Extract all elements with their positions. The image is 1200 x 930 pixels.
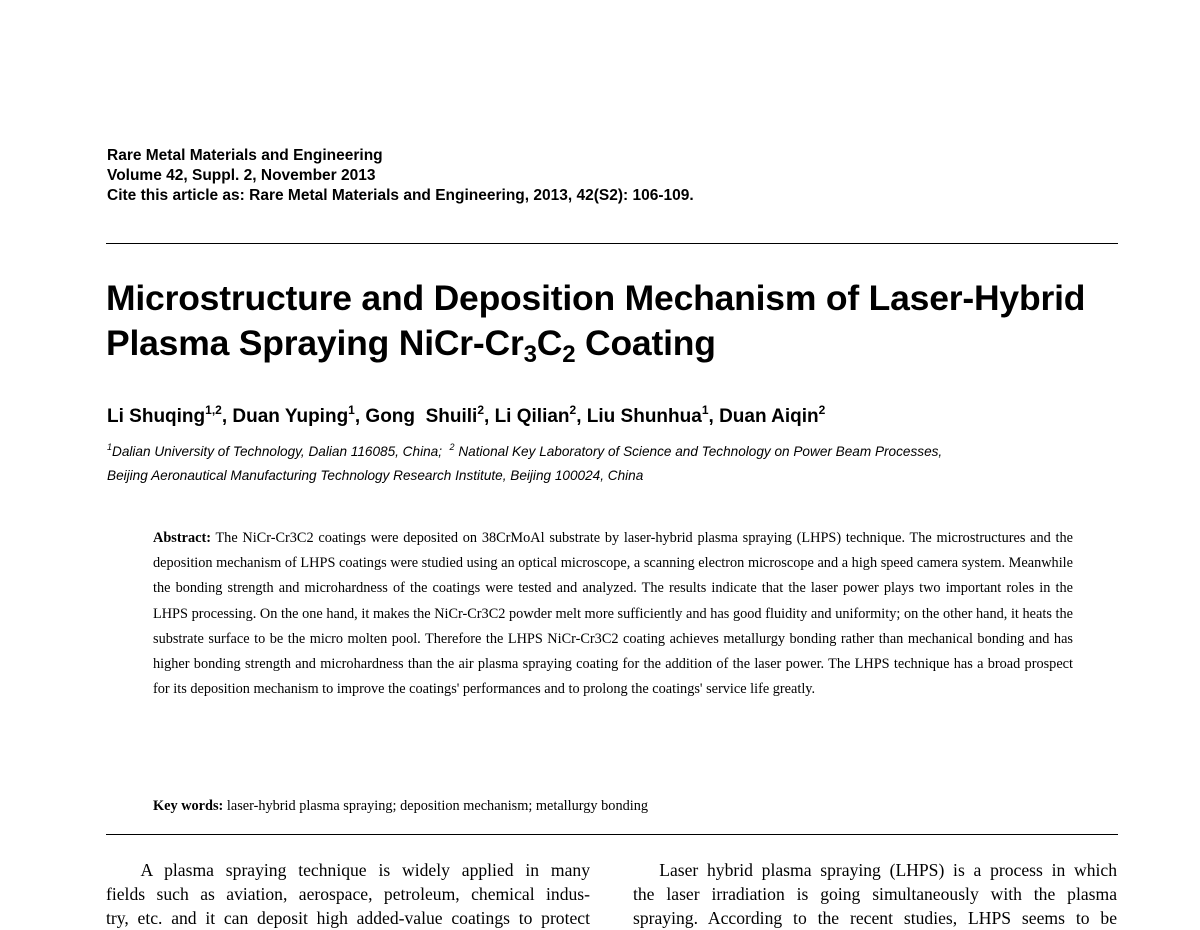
journal-citation: Cite this article as: Rare Metal Materials and Engineering, 2013, 42(S2): 106-109. — [107, 187, 694, 204]
keywords — [153, 795, 1073, 817]
affiliation-mark: 1 — [107, 442, 113, 452]
author-name: Liu Shunhua — [586, 406, 702, 427]
body-line: fields such as aviation, aerospace, petroleum, chemical indus- — [106, 884, 590, 904]
author-name: Duan Yuping — [232, 406, 349, 427]
body-column-left — [106, 858, 590, 930]
title-sub-2: 2 — [562, 341, 576, 368]
author-list: Li Shuqing$^{1,2}$, Duan Yuping$^1$, Gong Shuili$^2$, Li Qilian$^2$, Liu Shunhua$^1$, Duan Aiqin$^2$ — [107, 403, 826, 427]
abstract — [153, 526, 1073, 702]
title-line-2-mid: C — [536, 323, 563, 363]
title-line-2-post: Coating — [575, 323, 716, 363]
keywords-label: Key words: — [153, 798, 224, 814]
author-affiliation-mark: 1,2 — [205, 403, 222, 417]
affiliations — [107, 440, 1122, 488]
abstract-text: The NiCr-Cr3C2 coatings were deposited on 38CrMoAl substrate by laser-hybrid plasma spraying (LHPS) technique. The microstructures and the deposition mechanism of LHPS coatings were studied using an optical microscope, a scanning electron microscope and a high speed camera system. Meanwhile the bonding strength and microhardness of the coatings were tested and analyzed. The results indicate that the laser power plays two important roles in the LHPS processing. On the one hand, it makes the NiCr-Cr3C2 powder melt more sufficiently and has good fluidity and uniformity; on the other hand, it heats the substrate surface to be the micro molten pool. Therefore the LHPS NiCr-Cr3C2 coating achieves metallurgy bonding rather than mechanical bonding and has higher bonding strength and microhardness than the air plasma spraying coating for the addition of the laser power. The LHPS technique has a broad prospect for its deposition mechanism to improve the coatings' performances and to prolong the coatings' service life greatly. — [153, 530, 1073, 698]
title-sub-1: 3 — [523, 341, 537, 368]
affiliation-text: National Key Laboratory of Science and Technology on Power Beam Processes, — [454, 444, 943, 459]
body-line: spraying. According to the recent studies, LHPS seems to be — [633, 908, 1117, 928]
abstract-label: Abstract: — [153, 530, 211, 546]
paper-title — [106, 276, 1126, 366]
affiliation-text: Dalian University of Technology, Dalian 116085, China; — [112, 444, 442, 459]
author-name: Gong Shuili — [365, 406, 478, 427]
title-line-1: Microstructure and Deposition Mechanism of Laser-Hybrid — [106, 278, 1086, 318]
author-name: Li Qilian — [494, 406, 570, 427]
body-column-right — [633, 858, 1117, 930]
body-line: Laser hybrid plasma spraying (LHPS) is a process in which — [633, 860, 1117, 880]
journal-name: Rare Metal Materials and Engineering — [107, 147, 383, 164]
author-affiliation-mark: 1 — [348, 403, 355, 417]
author-name: Duan Aiqin — [719, 406, 819, 427]
keywords-text: laser-hybrid plasma spraying; deposition mechanism; metallurgy bonding — [226, 798, 649, 814]
journal-header — [107, 146, 694, 206]
author-affiliation-mark: 2 — [477, 403, 484, 417]
affiliation-line-2: Beijing Aeronautical Manufacturing Technology Research Institute, Beijing 100024, China — [107, 468, 644, 483]
header-divider — [106, 243, 1118, 244]
affiliation-line-1 — [107, 440, 1122, 464]
author-affiliation-mark: 1 — [701, 403, 709, 417]
journal-volume: Volume 42, Suppl. 2, November 2013 — [107, 167, 376, 184]
body-line: the laser irradiation is going simultaneously with the plasma — [633, 884, 1117, 904]
body-line: try, etc. and it can deposit high added-value coatings to protect — [106, 908, 590, 928]
author-affiliation-mark: 2 — [569, 403, 577, 417]
affiliation-mark: 2 — [449, 442, 455, 452]
author-name: Li Shuqing — [107, 406, 206, 427]
author-affiliation-mark: 2 — [818, 403, 826, 417]
title-line-2 — [106, 321, 1126, 366]
title-line-2-pre: Plasma Spraying NiCr-Cr — [106, 323, 524, 363]
abstract-divider — [106, 834, 1118, 835]
body-line: A plasma spraying technique is widely applied in many — [106, 860, 590, 880]
